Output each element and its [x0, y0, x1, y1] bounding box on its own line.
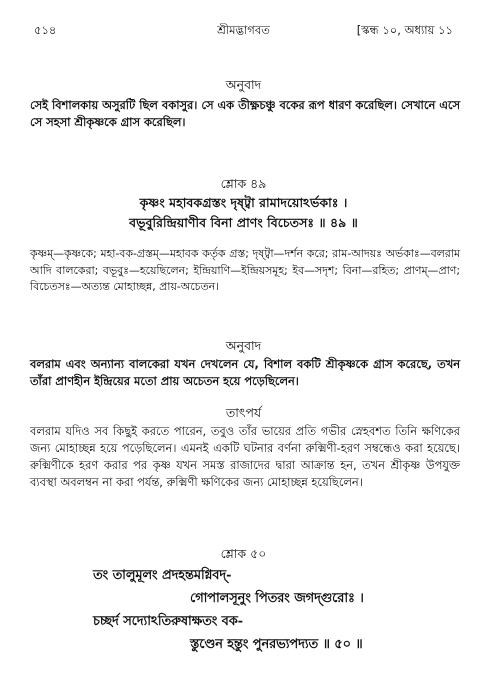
translation-heading-2: অনুবাদ [225, 338, 262, 353]
verse-49-line-2: বভূবুরিন্দ্রিয়াণীব বিনা প্রাণং বিচেতসঃ ॥ ৪৯ ॥ [129, 215, 358, 230]
chapter-location: [স্কন্ধ ১০, অধ্যায় ১১ [356, 23, 453, 37]
translation-text-2: বলরাম এবং অন্যান্য বালকেরা যখন দেখলেন যে, বিশাল বকটি শ্রীকৃষ্ণকে গ্রাস করেছে, তখন তাঁরা প্রাণহীন ইন্দ্রিয়ের মতো প্রায় অচেতন হয়ে পড়েছিলেন। [30, 357, 460, 388]
synonyms-49: কৃষ্ণম্—কৃষ্ণকে; মহা-বক-গ্রস্তম্—মহাবক কর্তৃক গ্রস্ত; দৃষ্ট্বা—দর্শন করে; রাম-আদয়ঃ অর্ভকাঃ—বলরাম আদি বালকেরা; বভূবুঃ—হয়েছিলেন; ইন্দ্রিয়াণি—ইন্দ্রিয়সমূহ; ইব—সদৃশ; বিনা—রহিত; প্রাণম্—প্রাণ; বিচেতসঃ—অত্যন্ত মোহাচ্ছন্ন, প্রায়-অচেতন। [30, 247, 460, 293]
verse-50-label: শ্লোক ৫০ [220, 546, 267, 561]
purport-heading: তাৎপর্য [225, 405, 262, 420]
verse-49-line-1: কৃষ্ণং মহাবকগ্রস্তং দৃষ্ট্বা রামাদয়োঽর্ভকাঃ । [139, 195, 348, 210]
purport-text: বলরাম যদিও সব কিছুই করতে পারেন, তবুও তাঁর ভায়ের প্রতি গভীর স্নেহবশত তিনি ক্ষণিকের জন্য মোহাচ্ছন্ন হয়ে পড়েছিলেন। এমনই একটি ঘটনার বর্ণনা রুক্মিণী-হরণ সম্বন্ধেও করা হয়েছে। রুক্মিণীকে হরণ করার পর কৃষ্ণ যখন সমস্ত রাজাদের দ্বারা আক্রান্ত হন, তখন শ্রীকৃষ্ণ উপযুক্ত ব্যবস্থা অবলম্বন না করা পর্যন্ত, রুক্মিণী ক্ষণিকের জন্য মোহাচ্ছন্ন হয়েছিলেন। [30, 424, 460, 489]
translation-heading-1: অনুবাদ [225, 77, 262, 92]
page-number: ৫১৪ [34, 23, 57, 37]
translation-text-1: সেই বিশালকায় অসুরটি ছিল বকাসুর। সে এক তীক্ষ্ণচঞ্চু বকের রূপ ধারণ করেছিল। সেখানে এসে সে সহসা শ্রীকৃষ্ণকে গ্রাস করেছিল। [30, 98, 460, 129]
verse-50-line-4: স্তুণ্ডেন হন্তুং পুনরভ্যপদ্যত ॥ ৫০ ॥ [190, 637, 363, 652]
verse-50-line-3: চচ্ছর্দ সদ্যোঽতিরুষাক্ষতং বক- [93, 614, 244, 629]
running-title: শ্রীমদ্ভাগবত [217, 23, 270, 37]
verse-50-line-2: গোপালসূনুং পিতরং জগদ্গুরোঃ । [190, 591, 364, 606]
verse-49 [0, 193, 487, 233]
verse-49-label: শ্লোক ৪৯ [220, 176, 267, 191]
verse-50-line-1: তং তালুমূলং প্রদহন্তমগ্নিবদ্- [93, 568, 232, 583]
